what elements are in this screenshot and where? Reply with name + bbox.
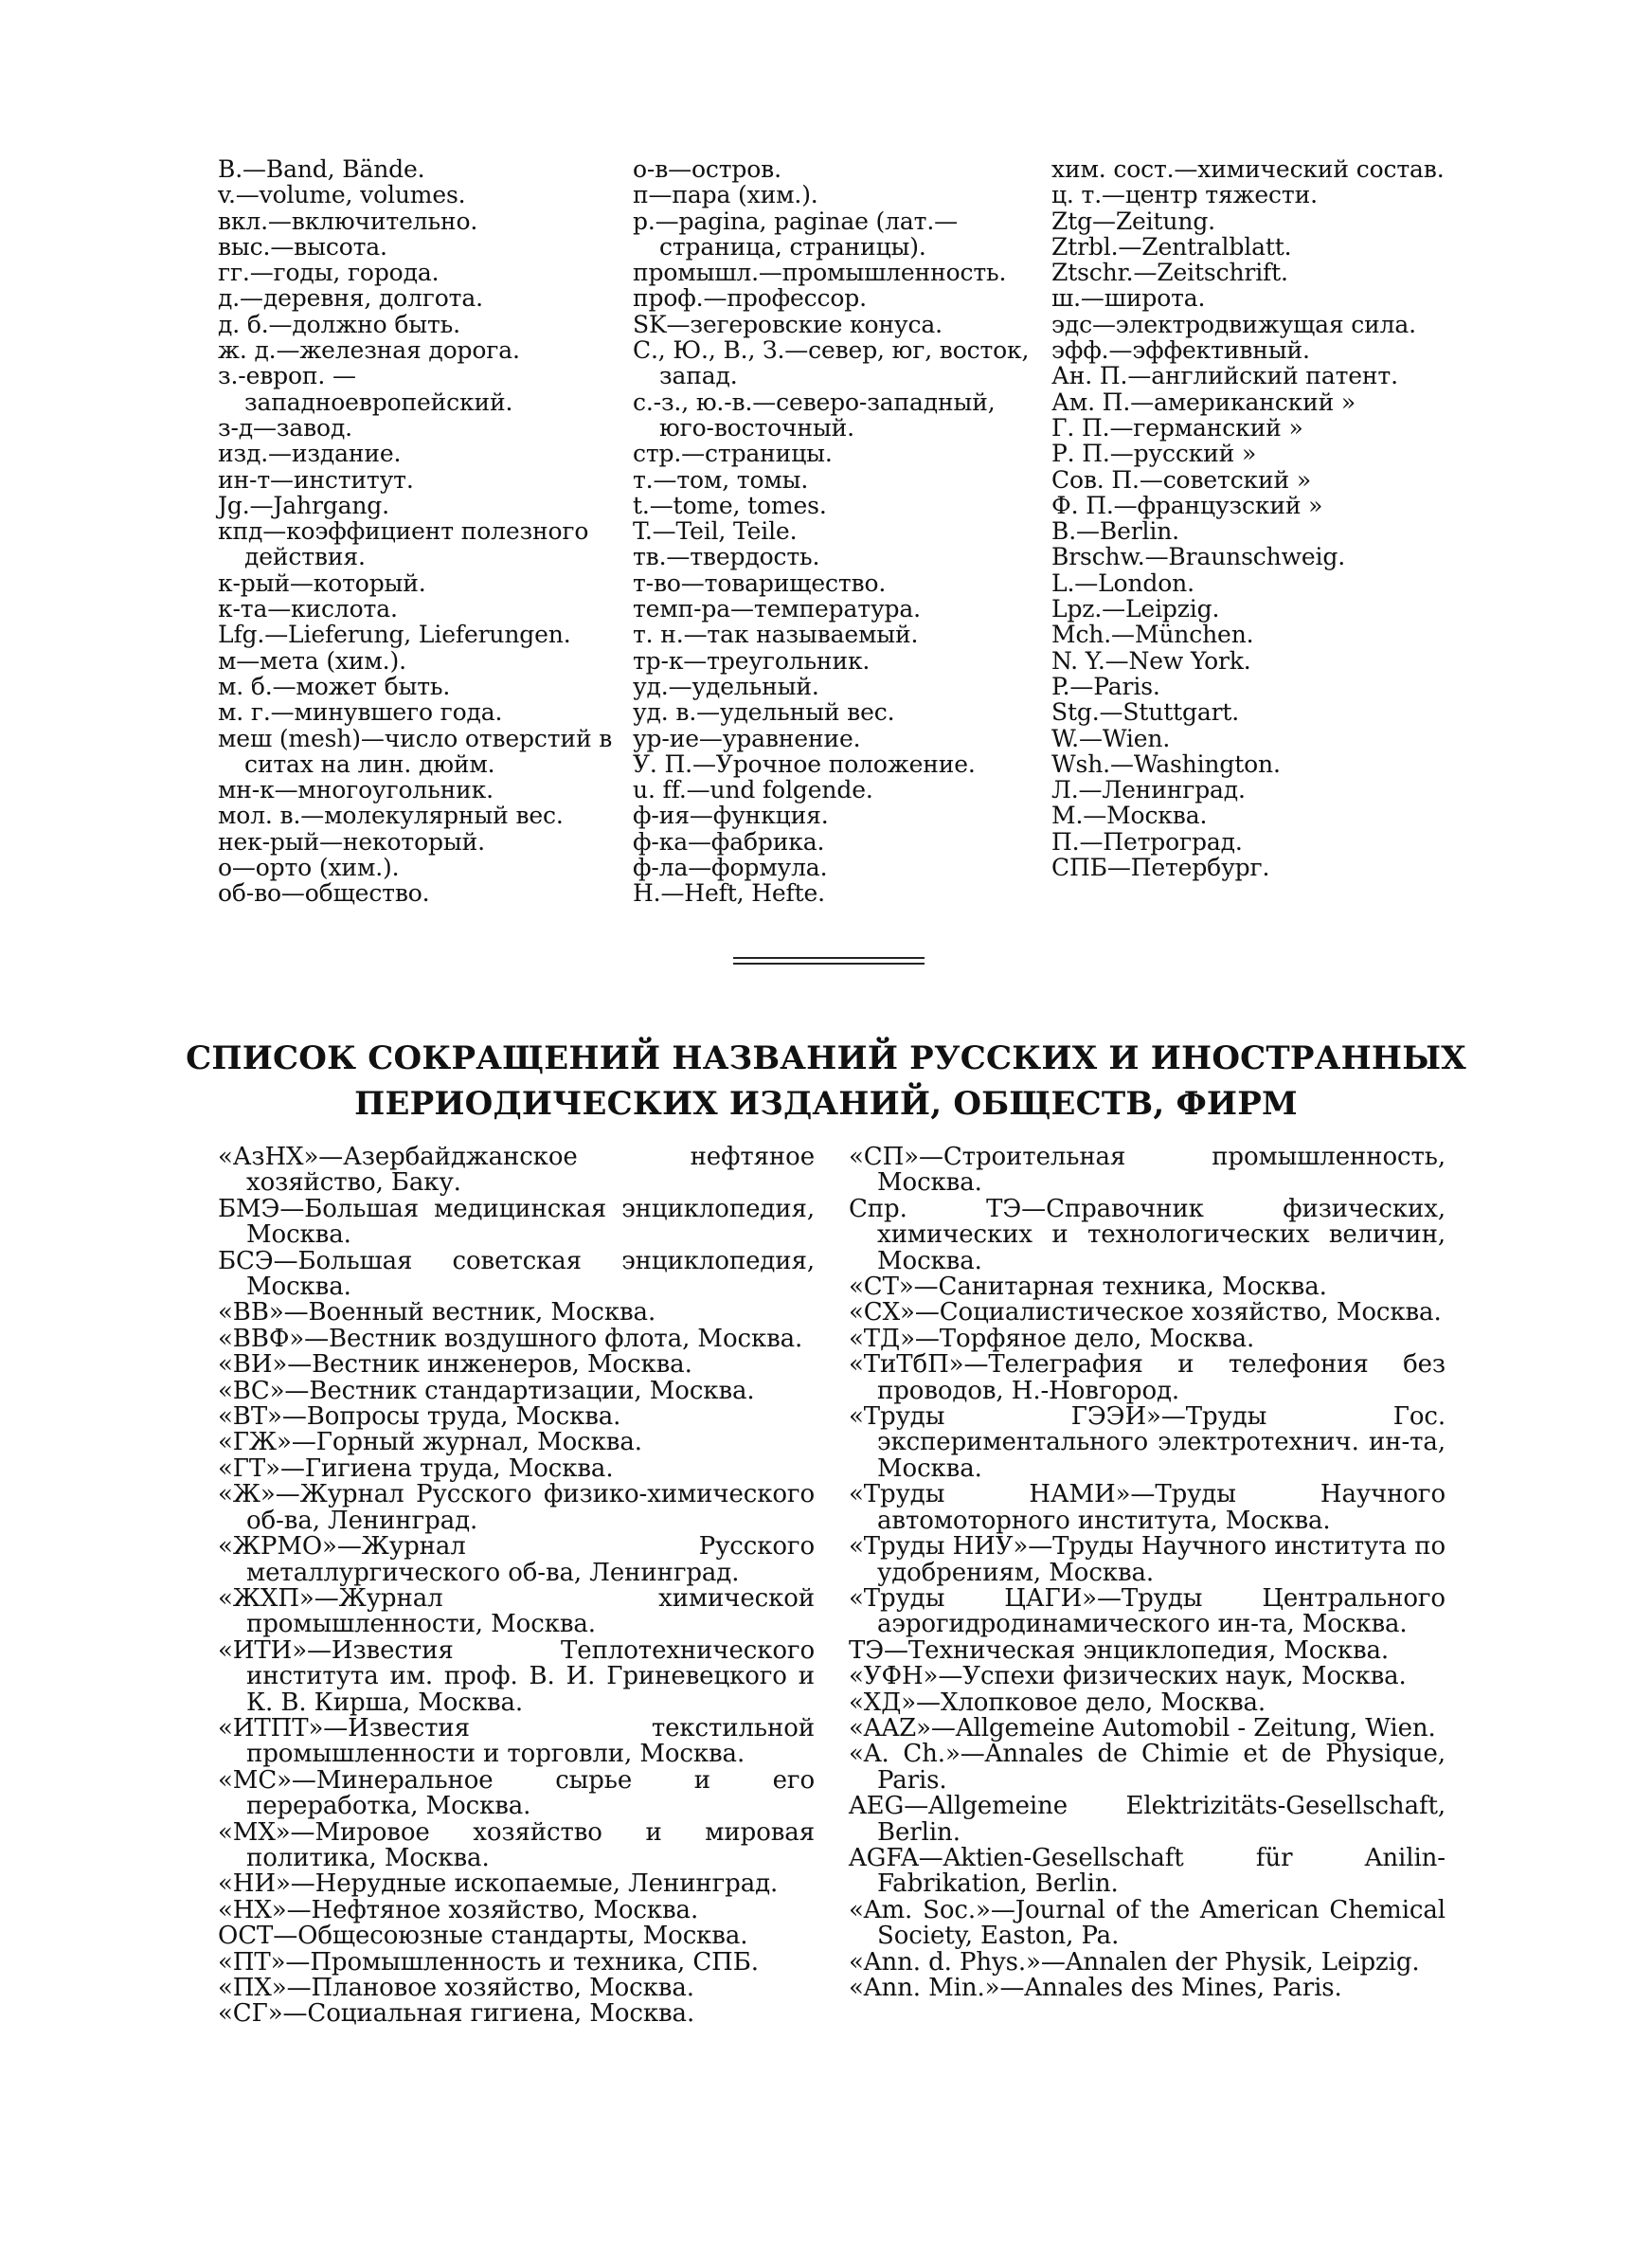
list-item: о-в—остров.	[633, 155, 781, 183]
list-item: W.—Wien.	[1051, 724, 1171, 752]
list-item: С., Ю., В., З.—север, юг, восток, запад.	[633, 336, 1037, 390]
list-item: P.—Paris.	[1051, 672, 1160, 700]
list-item: СПБ—Петербург.	[1051, 854, 1270, 882]
list-item: B.—Band, Bände.	[218, 155, 425, 183]
list-item: тр-к—треугольник.	[633, 646, 871, 675]
list-item: «Труды НАМИ»—Труды Научного автомоторного института, Москва.	[849, 1480, 1454, 1535]
list-item: «ИТПТ»—Известия текстильной промышленности и торговли, Москва.	[218, 1713, 823, 1769]
list-item: ф-ла—формула.	[633, 854, 828, 882]
list-item: ТЭ—Техническая энциклопедия, Москва.	[849, 1635, 1390, 1665]
list-item: T.—Teil, Teile.	[633, 517, 798, 546]
list-item: SK—зегеровские конуса.	[633, 310, 943, 338]
list-item: БМЭ—Большая медицинская энциклопедия, Москва.	[218, 1194, 823, 1250]
list-item: «ЖРМО»—Журнал Русского металлургического об-ва, Ленинград.	[218, 1532, 823, 1587]
list-item: вкл.—включительно.	[218, 207, 478, 235]
list-item: стр.—страницы.	[633, 440, 833, 468]
list-item: м. б.—может быть.	[218, 672, 451, 700]
list-item: з-д—завод.	[218, 413, 352, 442]
list-item: проф.—профессор.	[633, 284, 867, 313]
list-item: «УФН»—Успехи физических наук, Москва.	[849, 1662, 1407, 1691]
list-item: П.—Петроград.	[1051, 827, 1243, 856]
list-item: мн-к—многоугольник.	[218, 776, 494, 804]
list-item: «Труды ЦАГИ»—Труды Центрального аэрогидродинамического ин-та, Москва.	[849, 1583, 1454, 1639]
list-item: ж. д.—железная дорога.	[218, 336, 520, 365]
list-item: У. П.—Урочное положение.	[633, 749, 976, 778]
list-item: Ztschr.—Zeitschrift.	[1051, 259, 1288, 287]
list-item: «ПХ»—Плановое хозяйство, Москва.	[218, 1974, 694, 2002]
list-item: «ГТ»—Гигиена труда, Москва.	[218, 1454, 614, 1483]
list-item: Ан. П.—английский патент.	[1051, 362, 1398, 390]
periodicals-column-left	[218, 1143, 823, 2029]
list-item: «Ann. d. Phys.»—Annalen der Physik, Leipzig.	[849, 1947, 1420, 1977]
list-item: Сов. П.—советский »	[1051, 465, 1311, 494]
list-item: ф-ка—фабрика.	[633, 827, 825, 856]
list-item: к-та—кислота.	[218, 595, 398, 623]
list-item: эфф.—эффективный.	[1051, 336, 1310, 365]
list-item: м—мета (хим.).	[218, 646, 406, 675]
list-item: Ф. П.—французский »	[1051, 491, 1323, 519]
list-item: «AAZ»—Allgemeine Automobil - Zeitung, Wien.	[849, 1713, 1436, 1742]
periodicals-column-right	[849, 1143, 1454, 2002]
list-item: «ИТИ»—Известия Теплотехнического института им. проф. В. И. Гриневецкого и К. В. Кирша, Москва.	[218, 1635, 823, 1717]
section-title-line-2: ПЕРИОДИЧЕСКИХ ИЗДАНИЙ, ОБЩЕСТВ, ФИРМ	[354, 1085, 1298, 1123]
list-item: «МХ»—Мировое хозяйство и мировая политика, Москва.	[218, 1817, 823, 1872]
list-item: t.—tome, tomes.	[633, 491, 827, 519]
list-item: ф-ия—функция.	[633, 802, 829, 830]
list-item: Mch.—München.	[1051, 621, 1254, 649]
list-item: М.—Москва.	[1051, 802, 1208, 830]
list-item: «ВВФ»—Вестник воздушного флота, Москва.	[218, 1324, 803, 1353]
list-item: «СТ»—Санитарная техника, Москва.	[849, 1273, 1327, 1302]
list-item: тв.—твердость.	[633, 543, 820, 571]
list-item: «ВТ»—Вопросы труда, Москва.	[218, 1402, 621, 1432]
list-item: мол. в.—молекулярный вес.	[218, 802, 564, 830]
list-item: Lpz.—Leipzig.	[1051, 595, 1220, 623]
list-item: AGFA—Aktien-Gesellschaft für Anilin-Fabrikation, Berlin.	[849, 1843, 1446, 1899]
list-item: «НХ»—Нефтяное хозяйство, Москва.	[218, 1895, 699, 1924]
list-item: п—пара (хим.).	[633, 181, 818, 209]
section-title	[171, 1036, 1481, 1127]
list-item: «Труды ГЭЭИ»—Труды Гос. экспериментального электротехнич. ин-та, Москва.	[849, 1402, 1454, 1483]
list-item: об-во—общество.	[218, 879, 430, 908]
list-item: «ТиТбП»—Телеграфия и телефония без проводов, Н.-Новгород.	[849, 1350, 1454, 1405]
list-item: ОСТ—Общесоюзные стандарты, Москва.	[218, 1922, 748, 1951]
section-title-line-1: СПИСОК СОКРАЩЕНИЙ НАЗВАНИЙ РУССКИХ И ИНОСТРАННЫХ	[186, 1039, 1466, 1077]
list-item: меш (mesh)—число отверстий в ситах на лин. дюйм.	[218, 724, 620, 778]
list-item: N. Y.—New York.	[1051, 646, 1251, 675]
list-item: уд. в.—удельный вес.	[633, 698, 895, 727]
list-item: эдс—электродвижущая сила.	[1051, 310, 1416, 338]
list-item: ин-т—институт.	[218, 465, 414, 494]
list-item: «ЖХП»—Журнал химической промышленности, Москва.	[218, 1583, 823, 1639]
list-item: «СП»—Строительная промышленность, Москва.	[849, 1143, 1454, 1198]
list-item: Brschw.—Braunschweig.	[1051, 543, 1345, 571]
list-item: Ам. П.—американский »	[1051, 388, 1356, 416]
list-item: «ГЖ»—Горный журнал, Москва.	[218, 1428, 642, 1457]
list-item: Л.—Ленинград.	[1051, 776, 1246, 804]
list-item: «ХД»—Хлопковое дело, Москва.	[849, 1688, 1266, 1717]
list-item: Ztrbl.—Zentralblatt.	[1051, 232, 1292, 261]
list-item: «СХ»—Социалистическое хозяйство, Москва.	[849, 1298, 1442, 1327]
abbrev-column-2	[633, 156, 1042, 907]
list-item: «АзНХ»—Азербайджанское нефтяное хозяйство, Баку.	[218, 1143, 823, 1198]
list-item: «ТД»—Торфяное дело, Москва.	[849, 1324, 1255, 1353]
list-item: с.-з., ю.-в.—северо-западный, юго-восточный.	[633, 388, 1003, 442]
list-item: гг.—годы, города.	[218, 259, 440, 287]
list-item: «СГ»—Социальная гигиена, Москва.	[218, 1999, 695, 2029]
list-item: Ztg—Zeitung.	[1051, 207, 1215, 235]
list-item: «A. Ch.»—Annales de Chimie et de Physique, Paris.	[849, 1740, 1454, 1795]
section-divider	[733, 957, 925, 965]
list-item: з.-европ. — западноевропейский.	[218, 362, 513, 416]
list-item: выс.—высота.	[218, 232, 387, 261]
list-item: изд.—издание.	[218, 440, 402, 468]
list-item: «ВВ»—Военный вестник, Москва.	[218, 1298, 656, 1327]
list-item: H.—Heft, Hefte.	[633, 879, 825, 908]
list-item: нек-рый—некоторый.	[218, 827, 485, 856]
list-item: д. б.—должно быть.	[218, 310, 460, 338]
list-item: «Am. Soc.»—Journal of the American Chemical Society, Easton, Pa.	[849, 1895, 1454, 1951]
list-item: промышл.—промышленность.	[633, 259, 1007, 287]
abbrev-column-1	[218, 155, 620, 908]
list-item: т-во—товарищество.	[633, 569, 887, 597]
list-item: ур-ие—уравнение.	[633, 724, 861, 752]
list-item: Р. П.—русский »	[1051, 440, 1257, 468]
list-item: темп-ра—температура.	[633, 595, 921, 623]
list-item: кпд—коэффициент полезного действия.	[218, 517, 597, 571]
list-item: Wsh.—Washington.	[1051, 749, 1281, 778]
list-item: Stg.—Stuttgart.	[1051, 698, 1240, 727]
list-item: м. г.—минувшего года.	[218, 698, 503, 727]
list-item: д.—деревня, долгота.	[218, 284, 483, 313]
list-item: т.—том, томы.	[633, 465, 809, 494]
list-item: хим. сост.—химический состав.	[1051, 155, 1445, 183]
list-item: к-рый—который.	[218, 569, 426, 597]
abbrev-column-3	[1051, 156, 1449, 880]
list-item: «МС»—Минеральное сырье и его переработка, Москва.	[218, 1765, 823, 1821]
list-item: «Труды НИУ»—Труды Научного института по удобрениям, Москва.	[849, 1532, 1454, 1587]
list-item: p.—pagina, paginae (лат.—страница, страницы).	[633, 207, 958, 261]
list-item: уд.—удельный.	[633, 672, 819, 700]
list-item: о—орто (хим.).	[218, 854, 400, 882]
list-item: Jg.—Jahrgang.	[218, 491, 389, 519]
list-item: B.—Berlin.	[1051, 517, 1179, 546]
list-item: Спр. ТЭ—Справочник физических, химических и технологических величин, Москва.	[849, 1194, 1454, 1275]
list-item: v.—volume, volumes.	[218, 181, 466, 209]
list-item: «Ж»—Журнал Русского физико-химического об-ва, Ленинград.	[218, 1480, 823, 1535]
list-item: «Ann. Min.»—Annales des Mines, Paris.	[849, 1974, 1342, 2002]
list-item: БСЭ—Большая советская энциклопедия, Москва.	[218, 1246, 823, 1302]
list-item: «ВС»—Вестник стандартизации, Москва.	[218, 1376, 755, 1405]
list-item: AEG—Allgemeine Elektrizitäts-Gesellschaft, Berlin.	[849, 1792, 1454, 1847]
list-item: ш.—широта.	[1051, 284, 1206, 313]
list-item: L.—London.	[1051, 569, 1194, 597]
list-item: «ПТ»—Промышленность и техника, СПБ.	[218, 1947, 759, 1977]
list-item: т. н.—так называемый.	[633, 621, 919, 649]
list-item: ц. т.—центр тяжести.	[1051, 181, 1318, 209]
list-item: Г. П.—германский »	[1051, 413, 1303, 442]
list-item: «ВИ»—Вестник инженеров, Москва.	[218, 1350, 692, 1380]
list-item: «НИ»—Нерудные ископаемые, Ленинград.	[218, 1869, 779, 1899]
list-item: Lfg.—Lieferung, Lieferungen.	[218, 621, 571, 649]
list-item: u. ff.—und folgende.	[633, 776, 873, 804]
